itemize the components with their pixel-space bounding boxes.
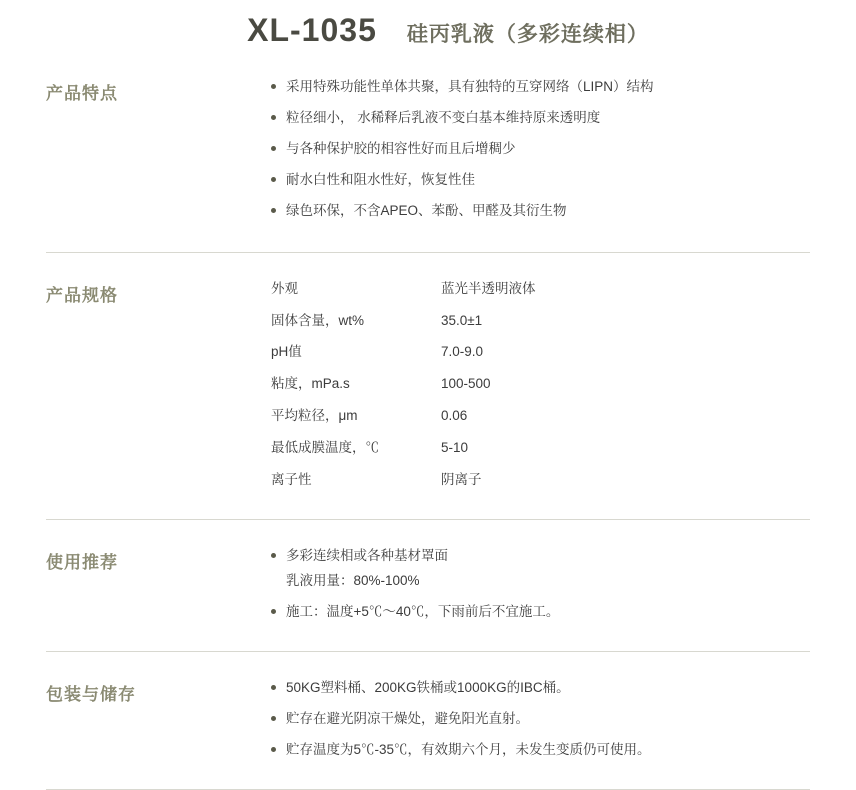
- spec-key: 外观: [271, 280, 298, 296]
- section-features: [0, 49, 856, 252]
- section-title-package: 包装与储存: [46, 684, 136, 704]
- table-row: [271, 374, 536, 406]
- list-item-text: 多彩连续相或各种基材罩面: [286, 548, 448, 564]
- list-item-text: 与各种保护胶的相容性好而且后增稠少: [286, 140, 516, 156]
- section-body-features: [271, 77, 810, 222]
- bullet-dot-icon: [271, 609, 276, 614]
- section-body-package: [271, 678, 810, 761]
- list-item: [271, 709, 810, 730]
- specs-table: [271, 279, 536, 491]
- spec-key: 粘度，mPa.s: [271, 376, 350, 392]
- spec-value: 100-500: [441, 376, 491, 392]
- list-item-text: 粒径细小， 水稀释后乳液不变白基本维持原来透明度: [286, 109, 601, 125]
- table-row: [271, 406, 536, 438]
- spec-key: 最低成膜温度，℃: [271, 440, 379, 456]
- features-list: [271, 77, 810, 222]
- bullet-dot-icon: [271, 146, 276, 151]
- list-item: [271, 77, 810, 98]
- section-specs: [0, 253, 856, 519]
- spec-value: 5-10: [441, 440, 469, 456]
- page-header: [0, 0, 856, 49]
- bullet-dot-icon: [271, 115, 276, 120]
- bullet-dot-icon: [271, 747, 276, 752]
- product-name: 硅丙乳液（多彩连续相）: [406, 23, 649, 46]
- spec-value: 阴离子: [441, 472, 482, 488]
- spec-key: 平均粒径，μm: [271, 408, 358, 424]
- list-item: [271, 201, 810, 222]
- list-item: [271, 740, 810, 761]
- list-item-text: 耐水白性和阻水性好，恢复性佳: [286, 171, 475, 187]
- list-item-subtext: 乳液用量：80%-100%: [286, 572, 420, 588]
- list-item-text: 绿色环保，不含APEO、苯酚、甲醛及其衍生物: [286, 202, 567, 218]
- list-item: [271, 108, 810, 129]
- bullet-dot-icon: [271, 84, 276, 89]
- bullet-dot-icon: [271, 553, 276, 558]
- bullet-dot-icon: [271, 716, 276, 721]
- list-item-text: 施工：温度+5℃～40℃，下雨前后不宜施工。: [286, 603, 560, 619]
- list-item: [271, 139, 810, 160]
- spec-value: 蓝光半透明液体: [441, 280, 536, 296]
- table-row: [271, 342, 536, 374]
- spec-value: 35.0±1: [441, 312, 483, 328]
- spec-key: 离子性: [271, 472, 312, 488]
- divider: [46, 789, 810, 790]
- section-title-specs: 产品规格: [46, 285, 118, 305]
- list-item: [271, 602, 810, 623]
- package-list: [271, 678, 810, 761]
- list-item-text: 贮存温度为5℃-35℃，有效期六个月，未发生变质仍可使用。: [286, 741, 651, 757]
- table-row: [271, 438, 536, 470]
- spec-value: 7.0-9.0: [441, 344, 484, 360]
- list-item: [271, 170, 810, 191]
- spec-key: pH值: [271, 344, 302, 360]
- section-body-usage: [271, 546, 810, 623]
- product-code: XL-1035: [247, 12, 377, 48]
- section-usage: [0, 520, 856, 651]
- bullet-dot-icon: [271, 685, 276, 690]
- spec-value: 0.06: [441, 408, 468, 424]
- list-item: [271, 546, 810, 592]
- list-item-text: 采用特殊功能性单体共聚，具有独特的互穿网络（LIPN）结构: [286, 79, 654, 94]
- section-title-features: 产品特点: [46, 84, 118, 103]
- table-row: [271, 279, 536, 311]
- usage-list: [271, 546, 810, 623]
- list-item-text: 50KG塑料桶、200KG铁桶或1000KG的IBC桶。: [286, 679, 570, 695]
- table-row: [271, 470, 536, 491]
- list-item-text: 贮存在避光阴凉干燥处，避免阳光直射。: [286, 710, 529, 726]
- list-item: [271, 678, 810, 699]
- section-body-specs: [271, 279, 810, 491]
- bullet-dot-icon: [271, 208, 276, 213]
- table-row: [271, 311, 536, 343]
- section-package: [0, 652, 856, 789]
- bullet-dot-icon: [271, 177, 276, 182]
- section-title-usage: 使用推荐: [46, 553, 118, 573]
- spec-key: 固体含量，wt%: [271, 312, 365, 328]
